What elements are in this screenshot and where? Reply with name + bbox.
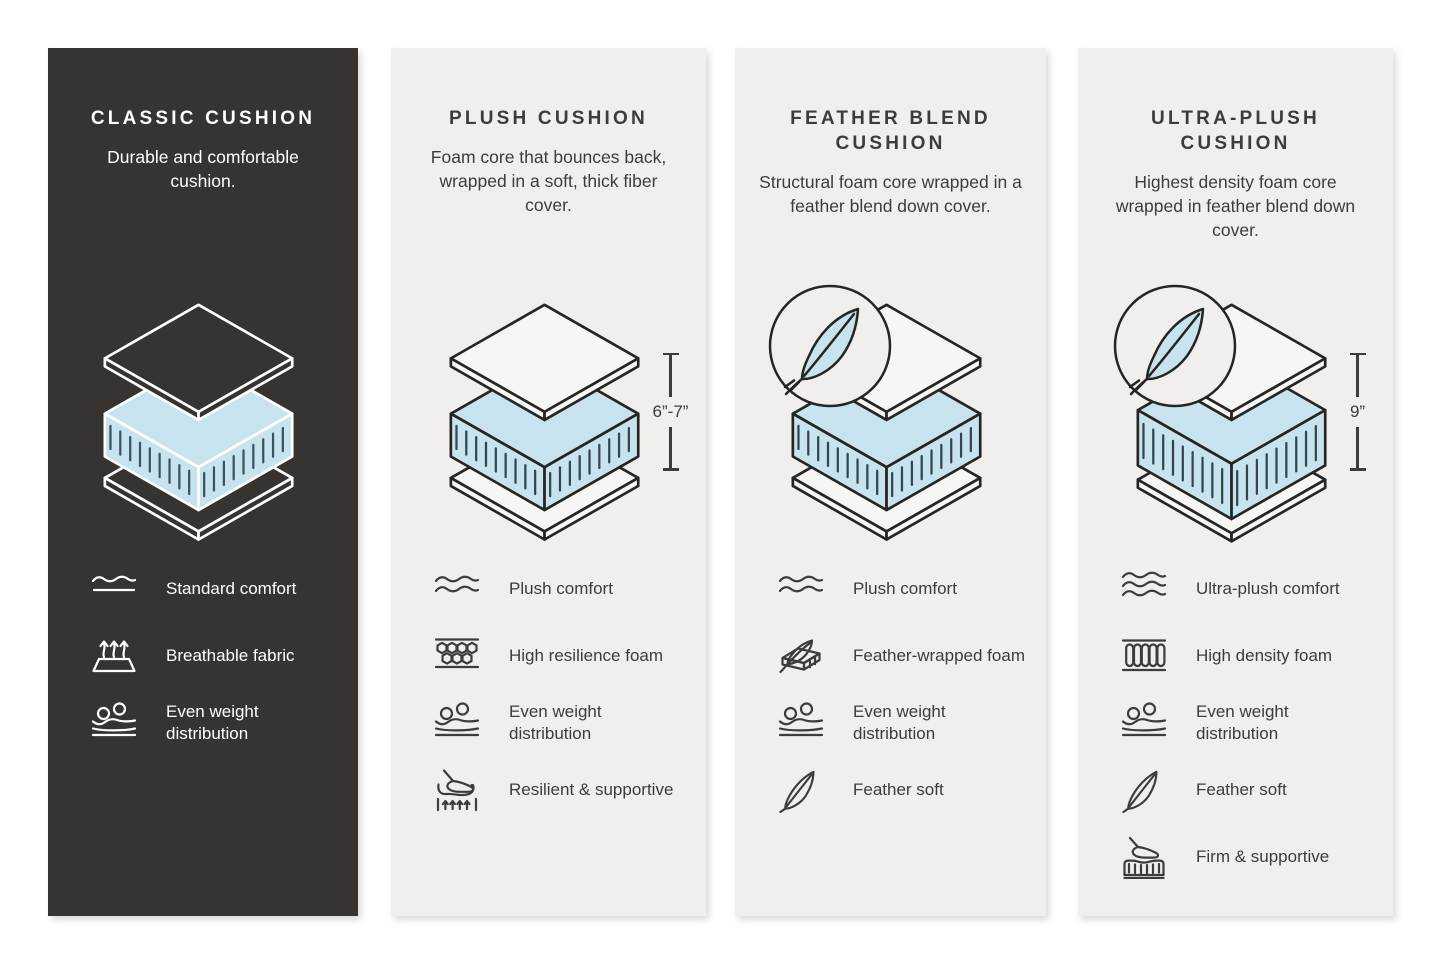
feature-row: [431, 566, 706, 612]
resilient-supportive-icon: [431, 767, 483, 813]
illustration-zone: [1078, 280, 1393, 566]
feature-row: [1118, 767, 1393, 813]
feature-list: [1078, 566, 1393, 880]
feature-row: [88, 566, 358, 612]
feather-badge-icon: [767, 283, 893, 409]
card-header: [391, 48, 706, 280]
feather-soft-icon: [775, 767, 827, 813]
feature-label: High resilience foam: [509, 645, 664, 665]
feature-row: [1118, 633, 1393, 679]
feature-row: [775, 767, 1046, 813]
illustration-zone: [735, 280, 1046, 566]
card-plush-cushion: [391, 48, 706, 916]
high-density-foam-icon: [1118, 633, 1170, 679]
card-title: CLASSIC CUSHION: [90, 108, 316, 129]
feather-wrapped-foam-icon: [775, 633, 827, 679]
feature-label: Standard comfort: [166, 578, 297, 598]
layered-cushion-icon: [433, 303, 665, 544]
feature-row: [431, 633, 706, 679]
card-description: Highest density foam core wrapped in feather blend down cover.: [1115, 172, 1356, 240]
dimension-line: [1356, 355, 1359, 397]
feature-label: High density foam: [1196, 645, 1333, 665]
feature-row: [1118, 566, 1393, 612]
dimension-line: [669, 355, 672, 397]
feature-list: [48, 566, 358, 746]
feature-label: Even weight distribution: [166, 701, 259, 743]
dimension-cap-bottom: [663, 468, 679, 471]
card-header: [1078, 48, 1393, 280]
card-description: Durable and comfortable cushion.: [107, 147, 299, 191]
breathable-fabric-icon: [88, 633, 140, 679]
feature-list: [391, 566, 706, 813]
cushion-illustration: [1120, 303, 1366, 544]
feature-label: Ultra-plush comfort: [1196, 578, 1340, 598]
wave-double-icon: [775, 566, 827, 612]
height-dimension-marker: [1332, 353, 1384, 471]
even-weight-distribution-icon: [88, 700, 140, 746]
wave-double-icon: [431, 566, 483, 612]
card-header: [735, 48, 1046, 280]
even-weight-distribution-icon: [431, 700, 483, 746]
card-title: ULTRA-PLUSH CUSHION: [1151, 108, 1320, 155]
feature-list: [735, 566, 1046, 813]
dimension-line: [669, 427, 672, 469]
dimension-label: 6”-7”: [652, 401, 689, 421]
feature-row: [1118, 834, 1393, 880]
feature-label: Resilient & supportive: [509, 779, 674, 799]
cushion-illustration: [87, 303, 319, 544]
wave-triple-icon: [1118, 566, 1170, 612]
feature-label: Even weight distribution: [509, 701, 602, 743]
feature-row: [88, 633, 358, 679]
feature-label: Breathable fabric: [166, 645, 295, 665]
feature-row: [431, 700, 706, 746]
height-dimension-marker: [645, 353, 697, 471]
card-ultra-plush-cushion: [1078, 48, 1393, 916]
card-classic-cushion: [48, 48, 358, 916]
feather-badge-icon: [1112, 283, 1238, 409]
feature-row: [775, 633, 1046, 679]
feather-soft-icon: [1118, 767, 1170, 813]
card-title: FEATHER BLEND CUSHION: [790, 108, 991, 155]
high-resilience-foam-icon: [431, 633, 483, 679]
feature-label: Feather-wrapped foam: [853, 645, 1025, 665]
cushion-illustration: [775, 303, 1007, 544]
firm-supportive-icon: [1118, 834, 1170, 880]
feature-label: Plush comfort: [853, 578, 957, 598]
feature-row: [88, 700, 358, 746]
feature-row: [775, 566, 1046, 612]
even-weight-distribution-icon: [775, 700, 827, 746]
feature-row: [775, 700, 1046, 746]
illustration-zone: [391, 280, 706, 566]
feature-row: [1118, 700, 1393, 746]
card-description: Structural foam core wrapped in a feather blend down cover.: [759, 172, 1022, 216]
dimension-label: 9”: [1349, 401, 1366, 421]
feature-label: Feather soft: [1196, 779, 1287, 799]
feature-label: Even weight distribution: [1196, 701, 1289, 743]
feature-row: [431, 767, 706, 813]
feature-label: Firm & supportive: [1196, 846, 1330, 866]
feature-label: Feather soft: [853, 779, 944, 799]
wave-single-icon: [88, 566, 140, 612]
dimension-cap-bottom: [1350, 468, 1366, 471]
layered-cushion-icon: [87, 303, 319, 544]
card-description: Foam core that bounces back, wrapped in a soft, thick fiber cover.: [430, 147, 667, 215]
feature-label: Even weight distribution: [853, 701, 946, 743]
card-title: PLUSH CUSHION: [449, 108, 648, 129]
card-feather-blend-cushion: [735, 48, 1046, 916]
illustration-zone: [48, 280, 358, 566]
cushion-illustration: [433, 303, 689, 544]
card-header: [48, 48, 358, 280]
feature-label: Plush comfort: [509, 578, 613, 598]
dimension-line: [1356, 427, 1359, 469]
even-weight-distribution-icon: [1118, 700, 1170, 746]
